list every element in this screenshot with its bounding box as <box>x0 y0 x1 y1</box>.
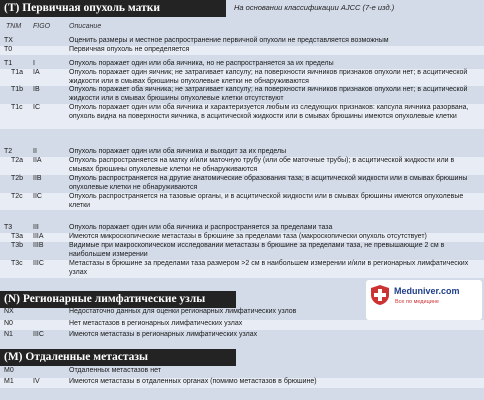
stage-description: Недостаточно данных для оценки регионарных лимфатических узлов <box>69 308 297 315</box>
tnm-code: T2b <box>11 175 24 182</box>
table-row <box>0 157 484 175</box>
section-header-m: (M) Отдаленные метастазы <box>0 349 236 366</box>
figo-stage: IIIC <box>33 260 44 267</box>
tnm-code: T3c <box>11 260 23 267</box>
table-row <box>0 260 484 278</box>
stage-description: Опухоль поражает один или оба яичника, но не распространяется за их пределы <box>69 60 334 67</box>
watermark-name: Meduniver.com <box>394 286 460 296</box>
tnm-code: T3 <box>4 224 13 231</box>
stage-description: Нет метастазов в регионарных лимфатических узлах <box>69 320 243 327</box>
figo-stage: IIA <box>33 157 42 164</box>
tnm-code: N1 <box>4 331 13 338</box>
stage-description: Имеются метастазы в отдаленных органах (помимо метастазов в брюшине) <box>69 378 317 385</box>
tnm-code: T1c <box>11 104 23 111</box>
stage-description: Имеются метастазы в регионарных лимфатических узлах <box>69 331 258 338</box>
stage-description: Метастазы в брюшине за пределами таза размером >2 см в наибольшем измерении и/или в регионарных лимфатических узлах <box>69 260 469 276</box>
tnm-code: M0 <box>4 367 14 374</box>
table-row <box>0 86 484 104</box>
section-header-t: (T) Первичная опухоль матки <box>0 0 226 17</box>
tnm-code: NX <box>4 308 14 315</box>
table-row <box>0 175 484 193</box>
column-header-figo: FIGO <box>33 23 51 30</box>
table-row <box>0 69 484 86</box>
section-header-n: (N) Регионарные лимфатические узлы <box>0 291 236 308</box>
tnm-code: T0 <box>4 46 13 53</box>
figo-stage: IC <box>33 104 40 111</box>
stage-description: Опухоль распространяется на тазовые органы, и в асцитической жидкости или в смывах брюшины имеются опухолевые клетки <box>69 193 464 209</box>
stage-description: Опухоль распространяется на другие анатомические образования таза; в асцитической жидкости или в смывах брюшины опухолевые клетки не обнаруживаются <box>69 175 468 191</box>
stage-description: Опухоль поражает один яичник; не затрагивает капсулу; на поверхности яичников признаков опухоли нет; в асцитической жидкости или в смывах брюшины опухолевые клетки не обнаруживаются <box>69 69 468 85</box>
tnm-code: T2a <box>11 157 24 164</box>
table-row <box>0 320 484 330</box>
tnm-code: TX <box>4 37 13 44</box>
stage-description: Опухоль распространяется на матку и/или маточную трубу (или обе маточные трубы); в асцитической жидкости или в смывах брюшины опухолевые клетки не обнаруживаются <box>69 157 455 173</box>
figo-stage: II <box>33 148 37 155</box>
tnm-code: N0 <box>4 320 13 327</box>
classification-note: На основании классификации AJCC (7-е изд.) <box>234 3 395 12</box>
table-row <box>0 242 484 260</box>
tnm-code: M1 <box>4 378 14 385</box>
tnm-code: T2 <box>4 148 13 155</box>
stage-description: Оценить размеры и местное распространение первичной опухоли не представляется возможным <box>69 37 389 44</box>
figo-stage: IV <box>33 378 40 385</box>
tnm-code: T1b <box>11 86 24 93</box>
tnm-code: T3a <box>11 233 24 240</box>
figo-stage: III <box>33 224 39 231</box>
shield-cross-icon <box>370 284 390 306</box>
tnm-code: T3b <box>11 242 24 249</box>
stage-description: Опухоль поражает оба яичника; не затрагивает капсулу; на поверхности яичников признаков опухоли нет; в асцитической жидкости или в смывах брюшины опухолевые клетки отсутствуют <box>69 86 468 102</box>
stage-description: Имеются микроскопические метастазы в брюшине за пределами таза (макроскопически опухоль отсутствует) <box>69 233 427 240</box>
stage-description: Отдаленных метастазов нет <box>69 367 161 374</box>
figo-stage: IB <box>33 86 40 93</box>
figo-stage: IIB <box>33 175 42 182</box>
stage-description: Видимые при макроскопическом исследовании метастазы в брюшине за пределами таза, не превышающие 2 см в наибольшем измерении <box>69 242 445 258</box>
watermark-tagline: Все по медицине <box>395 299 439 305</box>
stage-description: Первичная опухоль не определяется <box>69 46 190 53</box>
stage-description: Опухоль поражает один или оба яичника и выходит за их пределы <box>69 148 287 155</box>
table-row <box>0 378 484 388</box>
table-row <box>0 148 484 157</box>
table-row <box>0 37 484 46</box>
figo-stage: IIIA <box>33 233 44 240</box>
table-row <box>0 193 484 210</box>
table-row <box>0 60 484 69</box>
tnm-code: T2c <box>11 193 23 200</box>
column-header-tnm: TNM <box>6 23 22 30</box>
figo-stage: IIIB <box>33 242 44 249</box>
table-row <box>0 331 484 341</box>
figo-stage: IA <box>33 69 40 76</box>
tnm-code: T1a <box>11 69 24 76</box>
table-row <box>0 46 484 55</box>
stage-description: Опухоль поражает один или оба яичника и распространяется за пределами таза <box>69 224 333 231</box>
figo-stage: IIC <box>33 193 42 200</box>
table-row <box>0 367 484 377</box>
table-row <box>0 233 484 242</box>
table-row <box>0 224 484 233</box>
stage-description: Опухоль поражает один или оба яичника и характеризуется любым из следующих признаков: капсула яичника разорвана, опухоль видна на поверхности яичника, в асцитической жидкости или в смывах брюшины имеются опухолевые клетки <box>69 104 469 120</box>
figo-stage: I <box>33 60 35 67</box>
column-header-desc: Описание <box>69 23 102 30</box>
table-row <box>0 104 484 129</box>
tnm-code: T1 <box>4 60 13 67</box>
figo-stage: IIIC <box>33 331 44 338</box>
